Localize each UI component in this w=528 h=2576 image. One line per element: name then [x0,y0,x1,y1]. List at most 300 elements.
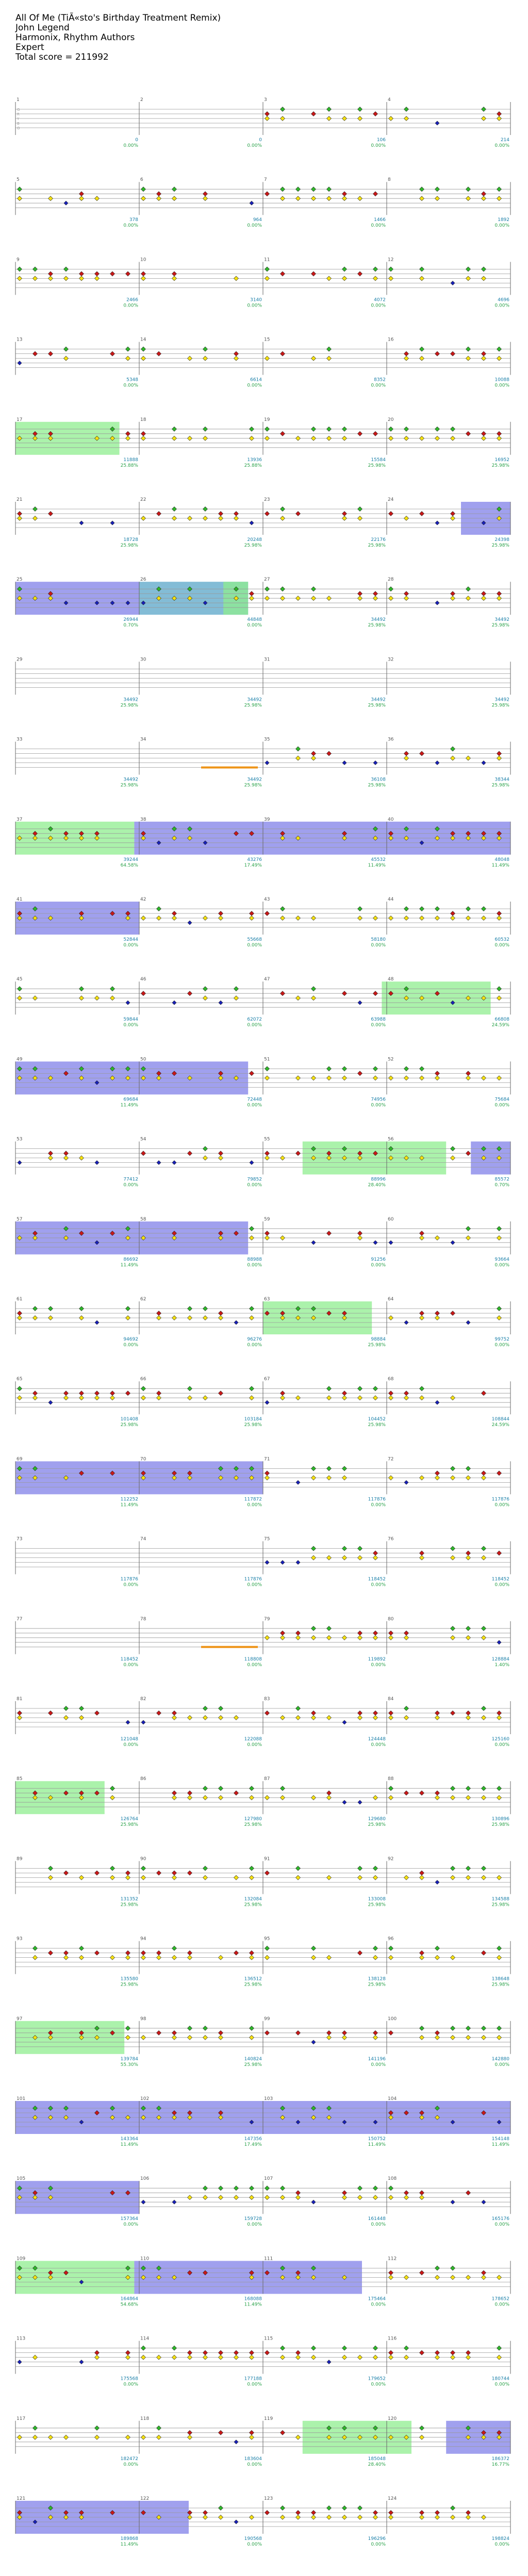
note-gem [482,1626,486,1631]
note-gem [234,356,239,361]
measure-number: 31 [264,657,270,663]
note-gem [203,1156,208,1160]
note-gem [451,436,455,440]
measure-score: 138648 [491,1976,509,1982]
note-gem [420,347,424,351]
note-gem [466,2355,471,2360]
note-gem [141,2346,146,2350]
note-gem [497,751,502,756]
note-gem [188,1871,192,1875]
note-gem [342,276,347,281]
measure-number: 11 [264,257,270,263]
note-gem [404,1480,408,1484]
chart-row [15,2096,510,2147]
note-gem [327,1795,332,1800]
note-gem [203,1146,208,1151]
note-gem [250,2026,254,2030]
note-gem [219,1156,223,1160]
measure-score: 1892 [498,217,509,223]
measure-number: 78 [140,1616,146,1622]
note-gem [311,756,316,760]
note-gem [404,107,409,112]
note-gem [327,1396,332,1400]
note-gem [466,187,471,192]
measure-score: 34492 [371,617,386,623]
measure-score: 140824 [244,2056,262,2062]
note-gem [234,276,239,281]
measure-percent: 0.00% [494,1103,509,1108]
note-gem [311,187,316,192]
measure-percent: 25.98% [368,623,386,629]
measure-number: 73 [16,1536,23,1542]
note-gem [219,2506,223,2511]
measure-number: 119 [264,2416,273,2421]
measure-number: 13 [16,337,23,343]
measure-number: 66 [140,1377,146,1382]
note-gem [126,1391,130,1396]
measure-score: 130896 [491,1817,509,1822]
note-gem [250,427,254,431]
measure-score: 150752 [368,2137,386,2142]
note-gem [466,2191,471,2195]
measure-score: 13936 [247,457,262,463]
note-gem [358,1800,362,1804]
note-gem [265,1476,270,1480]
note-gem [203,2026,208,2030]
note-gem [466,1711,471,1716]
note-gem [497,2026,502,2030]
chart-row [15,497,510,548]
note-gem [219,516,223,521]
note-gem [389,1396,393,1400]
note-gem [435,2035,440,2040]
note-gem [327,1635,332,1640]
note-gem [389,116,393,121]
measure-number: 19 [264,417,270,422]
lane-legend: O [17,126,20,130]
measure-percent: 24.59% [491,1023,509,1028]
note-gem [141,1396,146,1400]
note-gem [280,1235,285,1240]
chart-row [15,2416,510,2467]
note-gem [311,2355,316,2360]
measure-percent: 25.98% [368,1982,386,1988]
measure-score: 11888 [123,457,138,463]
note-gem [342,1466,347,1471]
measure-score: 121048 [120,1737,138,1742]
note-gem [172,2200,176,2204]
note-gem [172,911,177,916]
measure-percent: 0.00% [494,1343,509,1348]
note-gem [280,272,285,276]
measure-percent: 0.00% [371,383,386,388]
note-gem [451,512,455,516]
note-gem [250,2186,254,2191]
note-gem [435,1955,440,1960]
note-gem [404,351,409,356]
note-gem [373,431,378,436]
chart-row [15,337,510,388]
measure-number: 3 [264,97,267,103]
measure-percent: 25.98% [491,623,509,629]
note-gem [311,196,316,201]
note-gem [482,1786,486,1791]
measure-score: 34492 [494,617,509,623]
note-gem [64,1391,69,1396]
note-gem [296,2350,301,2355]
note-gem [250,2435,254,2439]
note-gem [33,507,38,512]
note-gem [435,2355,440,2360]
measure-percent: 0.00% [247,2222,262,2228]
measure-score: 66808 [494,1017,509,1023]
measure-percent: 0.00% [247,303,262,309]
note-gem [172,1711,177,1716]
note-gem [420,1311,424,1316]
note-gem [404,1716,409,1720]
note-gem [482,1706,486,1711]
note-gem [95,196,100,201]
note-gem [18,1386,22,1391]
note-gem [157,2435,161,2439]
note-gem [64,276,69,281]
measure-score: 34492 [371,697,386,703]
note-gem [311,916,316,921]
note-gem [451,1626,455,1631]
note-gem [342,1066,347,1071]
note-gem [404,2191,409,2195]
note-gem [280,1786,285,1791]
note-gem [172,516,177,521]
note-gem [95,1871,100,1875]
note-gem [389,587,393,591]
note-gem [280,116,285,121]
chart-row [15,657,510,708]
measure-number: 76 [388,1536,394,1542]
note-gem [250,2515,254,2520]
note-gem [141,187,146,192]
note-gem [373,761,377,765]
measure-number: 95 [264,1936,270,1942]
note-gem [435,1471,440,1476]
note-gem [79,1706,84,1711]
note-gem [482,351,486,356]
note-gem [482,1476,486,1480]
note-gem [420,2270,424,2275]
note-gem [311,436,316,440]
note-gem [451,2035,455,2040]
note-gem [466,2515,471,2520]
measure-score: 179652 [368,2376,386,2382]
note-gem [497,916,502,921]
note-gem [48,2435,53,2439]
note-gem [466,347,471,351]
note-gem [234,512,239,516]
note-gem [219,2355,223,2360]
note-gem [18,187,22,192]
note-gem [172,2355,177,2360]
note-gem [482,107,486,112]
note-gem [280,2346,285,2350]
note-gem [327,436,332,440]
note-gem [234,1320,238,1325]
note-gem [219,1151,223,1156]
note-gem [110,351,115,356]
note-gem [48,1307,53,1311]
note-gem [48,1951,53,1955]
measure-score: 118452 [491,1577,509,1582]
note-gem [265,512,270,516]
measure-number: 86 [140,1776,146,1782]
note-gem [219,512,223,516]
measure-score: 133008 [368,1896,386,1902]
note-gem [435,2350,440,2355]
measure-score: 198824 [491,2536,509,2541]
note-gem [219,1716,223,1720]
note-gem [234,2186,239,2191]
note-gem [435,2030,440,2035]
measure-percent: 64.58% [120,862,138,868]
measure-number: 64 [388,1297,394,1302]
measure-percent: 11.49% [368,862,386,868]
note-gem [404,1631,409,1635]
note-gem [18,512,22,516]
measure-number: 15 [264,337,270,343]
note-gem [64,1396,69,1400]
measure-score: 98884 [371,1337,386,1342]
note-gem [33,1391,38,1396]
note-gem [79,1391,84,1396]
chart-row [15,817,510,868]
measure-percent: 25.98% [244,1982,262,1988]
measure-percent: 16.77% [491,2462,509,2467]
note-gem [265,276,270,281]
note-gem [219,1391,223,1396]
measure-percent: 0.00% [123,383,138,388]
note-gem [466,1795,471,1800]
note-gem [342,436,347,440]
note-gem [64,267,69,272]
note-gem [172,507,177,512]
note-gem [250,1795,254,1800]
note-gem [342,2346,347,2350]
note-gem [64,1871,69,1875]
measure-score: 99752 [494,1337,509,1342]
note-gem [404,427,409,431]
note-gem [203,1795,208,1800]
measure-score: 143364 [120,2137,138,2142]
note-gem [18,987,22,991]
note-gem [451,2200,455,2204]
note-gem [79,2360,84,2364]
note-gem [250,1226,254,1231]
note-gem [95,1951,100,1955]
measure-score: 175464 [368,2296,386,2302]
note-gem [311,1626,316,1631]
note-gem [389,1476,393,1480]
note-gem [79,276,84,281]
measure-percent: 0.00% [371,943,386,948]
note-gem [389,512,393,516]
note-gem [126,2350,130,2355]
measure-number: 110 [140,2256,150,2262]
note-gem [420,1231,424,1235]
note-gem [18,196,22,201]
note-gem [188,991,192,996]
note-gem [110,521,114,525]
measure-number: 116 [388,2336,397,2342]
note-gem [234,2440,238,2444]
measure-percent: 0.00% [247,1742,262,1748]
note-gem [435,196,440,201]
measure-score: 138128 [368,1976,386,1982]
measure-percent: 0.00% [371,2302,386,2308]
measure-number: 109 [16,2256,26,2262]
note-gem [435,1235,440,1240]
note-gem [404,1066,409,1071]
measure-number: 21 [16,497,23,502]
note-gem [126,1316,130,1320]
note-gem [95,2355,100,2360]
note-gem [265,267,270,272]
measure-score: 15584 [371,457,386,463]
note-gem [157,1316,161,1320]
note-gem [126,2026,130,2030]
note-gem [482,596,486,601]
note-gem [497,196,502,201]
measure-score: 94692 [123,1337,138,1342]
note-gem [296,2355,301,2360]
note-gem [466,1151,471,1156]
measure-number: 20 [388,417,394,422]
measure-percent: 0.00% [247,1023,262,1028]
note-gem [296,1631,301,1635]
note-gem [280,107,285,112]
measure-score: 178652 [491,2296,509,2302]
note-gem [33,276,38,281]
note-gem [420,1551,424,1555]
note-gem [435,761,439,765]
measure-score: 44848 [247,617,262,623]
measure-number: 100 [388,2016,397,2022]
note-gem [404,1320,408,1325]
note-gem [250,1235,254,1240]
measure-number: 51 [264,1057,270,1062]
note-gem [358,1396,362,1400]
measure-number: 16 [388,337,394,343]
measure-score: 126764 [120,1817,138,1822]
note-gem [172,276,177,281]
measure-score: 186372 [491,2456,509,2462]
measure-number: 41 [16,897,23,902]
note-gem [296,1480,300,1484]
chart-row [15,977,510,1028]
note-gem [79,1955,84,1960]
note-gem [404,751,409,756]
note-gem [265,1235,270,1240]
note-gem [141,1875,146,1880]
note-gem [482,1875,486,1880]
measure-score: 117876 [368,1497,386,1502]
note-gem [358,516,362,521]
note-gem [389,2355,393,2360]
note-gem [64,1156,69,1160]
note-gem [172,2035,177,2040]
note-gem [466,267,471,272]
note-gem [435,1711,440,1716]
note-gem [342,1635,347,1640]
note-gem [280,1631,285,1635]
note-gem [497,1226,502,1231]
measure-percent: 11.49% [120,1262,138,1268]
note-gem [327,1076,332,1080]
note-gem [466,1555,471,1560]
measure-number: 28 [388,577,394,583]
note-gem [451,1555,455,1560]
measure-score: 79852 [247,1177,262,1182]
note-gem [420,512,424,516]
note-gem [435,1946,440,1951]
note-gem [497,1716,502,1720]
note-gem [497,756,502,760]
measure-percent: 0.00% [371,2382,386,2387]
measure-percent: 28.40% [368,2462,386,2467]
note-gem [389,436,393,440]
note-gem [79,996,84,1001]
note-gem [373,276,378,281]
note-gem [389,1795,393,1800]
note-gem [327,2360,331,2364]
measure-score: 119892 [368,1656,386,1662]
note-gem [358,1635,362,1640]
note-gem [327,1875,332,1880]
chart-row [15,737,510,788]
measure-score: 378 [129,217,138,223]
note-gem [64,347,69,351]
measure-percent: 25.88% [120,463,138,468]
note-gem [435,1716,440,1720]
note-gem [280,991,285,996]
measure-score: 132084 [244,1896,262,1902]
measure-number: 18 [140,417,146,422]
measure-score: 93664 [494,1257,509,1262]
measure-score: 117872 [244,1497,262,1502]
note-gem [373,1551,378,1555]
note-gem [466,1626,471,1631]
measure-number: 6 [140,177,143,183]
note-gem [420,196,424,201]
note-gem [95,1391,100,1396]
note-gem [250,2355,254,2360]
measure-percent: 25.98% [120,1982,138,1988]
note-gem [296,1561,300,1565]
measure-number: 53 [16,1137,23,1142]
chart-row [15,1297,510,1348]
note-gem [48,196,53,201]
measure-number: 36 [388,737,394,742]
chart-row [15,2016,510,2067]
note-gem [327,1626,332,1631]
note-gem [404,1391,409,1396]
measure-number: 26 [140,577,146,583]
note-gem [466,1786,471,1791]
note-gem [327,196,332,201]
note-gem [33,351,38,356]
measure-score: 182472 [120,2456,138,2462]
note-gem [435,907,440,911]
note-gem [188,2195,192,2200]
measure-percent: 0.00% [247,223,262,229]
